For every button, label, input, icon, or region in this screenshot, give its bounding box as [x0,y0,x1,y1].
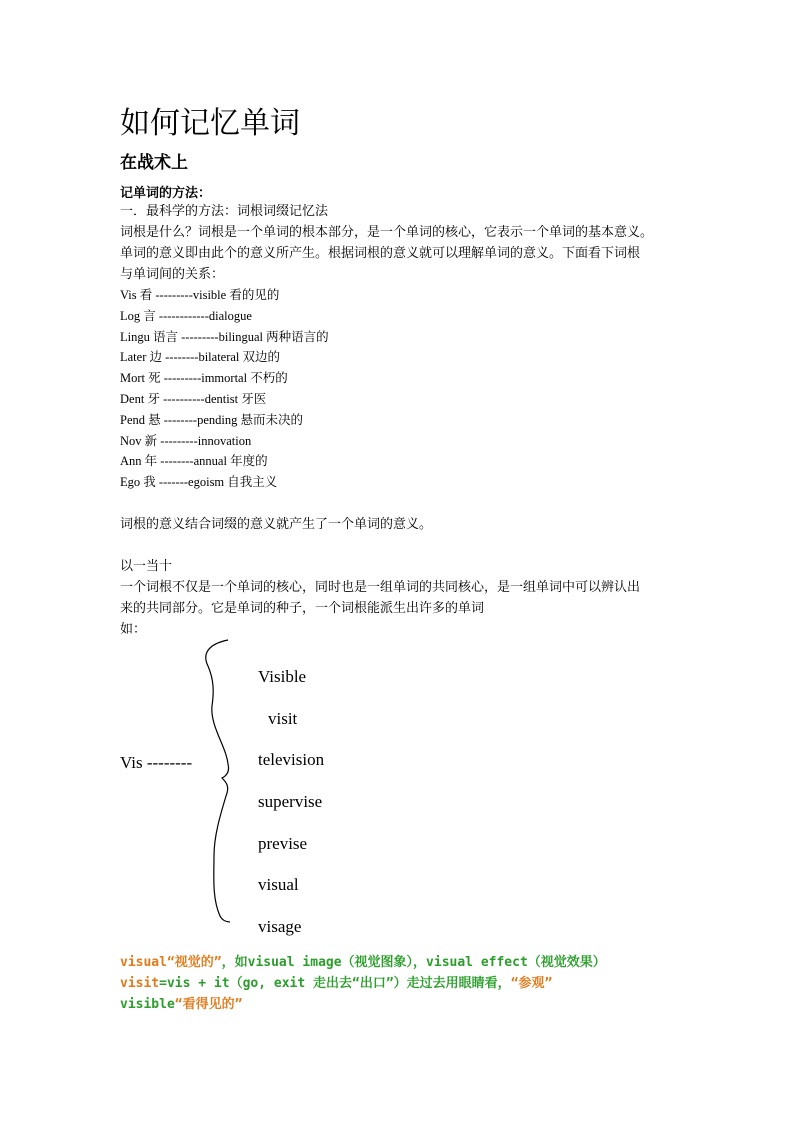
vis-word: supervise [258,792,323,812]
root-gloss: 牙医 [241,390,267,406]
para-line: 一个词根不仅是一个单词的核心，同时也是一组单词的共同核心，是一组单词中可以辨认出 [120,580,641,595]
root-name: Dent [120,391,145,406]
root-gloss: 自我主义 [227,474,278,490]
root-word: egoism [188,475,225,490]
para-line: 来的共同部分。它是单词的种子，一个词根能派生出许多的单词 [120,601,485,616]
curly-brace [200,636,240,926]
root-meaning: 边 [149,349,163,365]
root-meaning: 死 [148,370,161,386]
root-dashes: --------- [163,371,202,386]
conclusion-text: 词根的意义结合词缀的意义就产生了一个单词的意义。 [120,517,433,532]
subtitle: 在战术上 [120,153,188,173]
example-line-visual [120,951,606,970]
root-word: dialogue [208,308,252,323]
vis-word: Visible [258,667,307,686]
root-gloss: 双边的 [242,349,281,365]
root-meaning: 悬 [148,411,161,427]
root-dashes: --------- [155,288,193,302]
root-gloss: 两种语言的 [266,328,329,344]
root-name: Log [120,308,141,323]
root-row [120,368,329,389]
vis-root-label: Vis -------- [120,753,193,772]
root-row [120,431,329,452]
root-meaning: 言 [143,307,156,323]
root-word: visible [192,288,227,302]
root-name: Ann [120,454,142,469]
root-dashes: ------------ [158,308,209,323]
root-gloss: 不朽的 [250,370,288,386]
root-word: bilingual [218,329,264,344]
example-formula: =vis + it（go, exit [159,976,314,991]
root-name: Ego [120,475,141,490]
root-name: Lingu [120,329,150,344]
root-row [120,389,329,410]
root-name: Nov [120,433,142,448]
root-dashes: --------- [160,433,198,448]
root-name: Vis [120,288,137,302]
example-rest: ，如visual image（视觉图象），visual effect（视觉效果） [221,955,606,970]
vis-word: television [258,750,325,770]
vis-word: previse [258,833,308,853]
example-word: visit [120,976,160,991]
section-heading: 记单词的方法： [120,186,212,201]
root-meaning: 牙 [147,390,160,406]
root-row [120,327,329,348]
root-list [120,285,329,493]
root-word: dentist [204,391,239,406]
example-paragraph [120,556,640,640]
root-gloss: 悬而未决的 [240,411,303,427]
example-quote: “参观” [510,976,553,991]
root-dashes: -------- [160,454,194,469]
root-word: immortal [201,371,248,386]
vis-word: visage [258,917,302,937]
intro-paragraph [120,201,680,285]
example-line-visit [120,972,552,991]
root-word: bilateral [198,350,240,365]
root-row [120,347,329,368]
example-line-visible [120,993,242,1012]
root-dashes: -------- [165,350,199,365]
root-word: pending [197,412,238,427]
root-row [120,285,329,306]
root-name: Pend [120,412,145,427]
intro-line: 单词的意义即由此个的意义所产生。根据词根的意义就可以理解单词的意义。下面看下词根 [120,246,641,261]
root-word: annual [193,454,227,469]
root-row [120,472,329,493]
root-meaning: 年 [144,453,158,469]
root-meaning: 语言 [152,328,178,344]
root-name: Mort [120,371,145,386]
intro-line: 与单词间的关系： [120,267,225,282]
method-line: 一．最科学的方法：词根词缀记忆法 [120,204,329,219]
example-quote: “视觉的” [166,955,222,970]
root-name: Later [120,350,147,365]
root-dashes: -------- [163,412,198,427]
example-quote: “看得见的” [174,997,243,1012]
root-meaning: 看 [139,287,153,302]
root-meaning: 我 [143,474,156,490]
para-line: 如： [120,622,147,637]
example-word: visual [120,955,167,970]
intro-line: 词根是什么？词根是一个单词的根本部分，是一个单词的核心，它表示一个单词的基本意义。 [120,225,654,240]
vis-word: visit [268,708,298,728]
root-dashes: --------- [181,329,219,344]
example-word: visible [120,997,175,1012]
one-for-ten-heading: 以一当十 [120,559,173,574]
root-gloss: 年度的 [230,453,268,469]
root-row [120,306,329,327]
root-gloss: 看的见的 [229,287,280,302]
vis-word: visual [258,875,299,895]
example-cn: 走出去“出口”）走过去用眼睛看， [313,976,511,991]
root-word: innovation [197,433,252,448]
root-dashes: ---------- [163,391,205,406]
page-title: 如何记忆单词 [120,106,300,141]
root-meaning: 新 [144,432,158,448]
root-row [120,451,329,472]
vis-word-list [258,667,324,959]
root-row [120,410,329,431]
root-dashes: ------- [158,475,189,490]
